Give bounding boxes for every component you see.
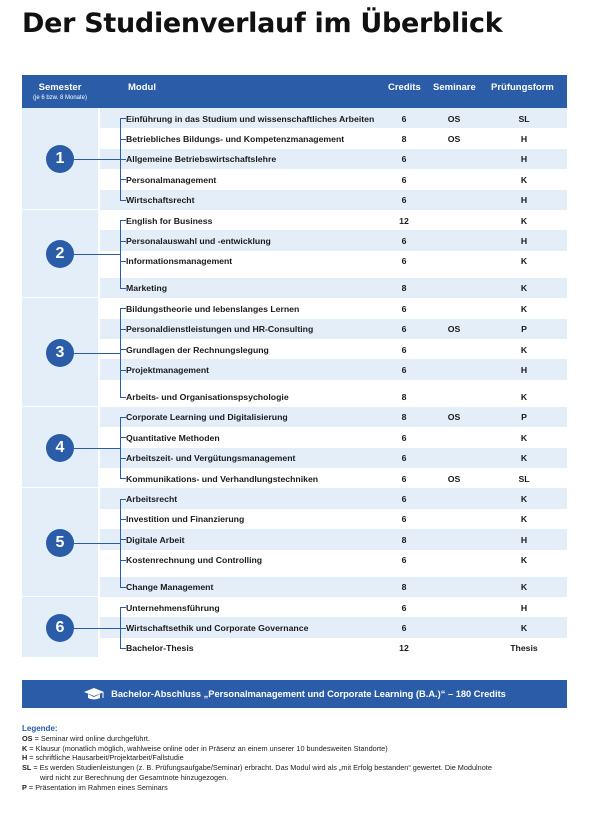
seminar-value: OS <box>447 113 461 124</box>
legend-text: = Präsentation im Rahmen eines Seminars <box>26 782 168 792</box>
credits-value: 6 <box>401 324 407 335</box>
exam-form-value: K <box>520 256 528 267</box>
credits-value: 6 <box>401 113 407 124</box>
connector-tick <box>120 648 126 649</box>
row-stripe <box>100 278 567 298</box>
module-name: Change Management <box>126 582 214 593</box>
table-header <box>22 75 567 108</box>
exam-form-value: P <box>521 412 527 423</box>
module-name: Wirtschaftsrecht <box>126 195 195 206</box>
exam-form-value: K <box>520 514 528 525</box>
degree-text: Bachelor-Abschluss „Personalmanagement und Corporate Learning (B.A.)“ – 180 Credits <box>111 689 506 699</box>
module-name: Grundlagen der Rechnungslegung <box>126 344 269 355</box>
credits-value: 6 <box>401 344 407 355</box>
exam-form-value: H <box>520 364 528 375</box>
credits-value: 6 <box>401 174 407 185</box>
exam-form-value: H <box>520 235 528 246</box>
exam-form-value: H <box>520 154 528 165</box>
connector-line <box>120 308 121 396</box>
legend-item <box>22 783 492 793</box>
credits-value: 8 <box>401 412 407 423</box>
credits-value: 6 <box>401 256 407 267</box>
exam-form-value: K <box>520 303 528 314</box>
exam-form-value: K <box>520 391 528 402</box>
credits-value: 8 <box>401 133 407 144</box>
module-name: Allgemeine Betriebswirtschaftslehre <box>126 154 277 165</box>
semester-number-badge: 4 <box>46 434 74 462</box>
module-name: Projektmanagement <box>126 364 210 375</box>
legend-item <box>22 744 492 754</box>
module-name: Personalmanagement <box>126 174 217 185</box>
module-name: Kommunikations- und Verhandlungstechniken <box>126 473 319 484</box>
legend-text: = Seminar wird online durchgeführt. <box>32 733 150 743</box>
legend-key: H <box>22 753 28 763</box>
credits-value: 6 <box>401 364 407 375</box>
credits-value: 6 <box>401 514 407 525</box>
header-modul: Modul <box>128 82 156 93</box>
exam-form-value: H <box>520 602 528 613</box>
module-name: Bachelor-Thesis <box>126 643 194 654</box>
exam-form-value: Thesis <box>510 643 538 654</box>
legend-item <box>22 753 492 763</box>
exam-form-value: K <box>520 215 528 226</box>
credits-value: 6 <box>401 473 407 484</box>
credits-value: 6 <box>401 453 407 464</box>
exam-form-value: K <box>520 555 528 566</box>
credits-value: 8 <box>401 582 407 593</box>
exam-form-value: K <box>520 432 528 443</box>
exam-form-value: K <box>520 493 528 504</box>
module-name: Personalauswahl und -entwicklung <box>126 235 271 246</box>
header-pruefungsform: Prüfungsform <box>491 82 554 93</box>
semester-number-badge: 6 <box>46 614 74 642</box>
connector-line <box>74 628 120 629</box>
semester-number-badge: 1 <box>46 145 74 173</box>
module-name: Arbeitsrecht <box>126 493 178 504</box>
graduation-cap-icon <box>83 687 105 701</box>
connector-tick <box>120 200 126 201</box>
connector-tick <box>120 288 126 289</box>
header-seminare: Seminare <box>433 82 476 93</box>
header-semester-sub: (je 6 bzw. 8 Monate) <box>32 95 88 101</box>
module-name: Kostenrechnung und Controlling <box>126 555 263 566</box>
credits-value: 12 <box>399 215 409 226</box>
module-name: Unternehmensführung <box>126 602 220 613</box>
exam-form-value: K <box>520 283 528 294</box>
legend-text-continued: wird nicht zur Berechnung der Gesamtnote hinzugezogen. <box>40 772 229 782</box>
module-name: Einführung in das Studium und wissenschaftliches Arbeiten <box>126 113 375 124</box>
module-name: Investition und Finanzierung <box>126 514 245 525</box>
legend-text: = Klausur (monatlich möglich, wahlweise online oder in Präsenz an einem unserer 10 bundesweiten Standorte) <box>27 743 388 753</box>
seminar-value: OS <box>447 133 461 144</box>
module-name: Wirtschaftsethik und Corporate Governance <box>126 622 309 633</box>
seminar-value: OS <box>447 324 461 335</box>
page-title: Der Studienverlauf im Überblick <box>22 8 503 39</box>
connector-line <box>120 499 121 587</box>
legend-text: = Es werden Studienleistungen (z. B. Prüfungsaufgabe/Seminar) erbracht. Das Modul wird als „mit Erfolg bestanden“ gewertet. Die Modulnote <box>31 763 492 773</box>
legend <box>22 724 492 793</box>
connector-line <box>74 543 120 544</box>
legend-key: K <box>22 743 28 753</box>
credits-value: 8 <box>401 391 407 402</box>
legend-title: Legende: <box>22 724 58 733</box>
study-plan-table <box>22 75 567 654</box>
exam-form-value: H <box>520 534 528 545</box>
exam-form-value: K <box>520 344 528 355</box>
seminar-value: OS <box>447 473 461 484</box>
exam-form-value: K <box>520 174 528 185</box>
module-name: Personaldienstleistungen und HR-Consulting <box>126 324 314 335</box>
module-name: Arbeits- und Organisationspsychologie <box>126 391 289 402</box>
exam-form-value: SL <box>518 113 530 124</box>
module-name: Arbeitszeit- und Vergütungsmanagement <box>126 453 296 464</box>
module-name: Digitale Arbeit <box>126 534 185 545</box>
connector-line <box>120 607 121 648</box>
connector-line <box>120 417 121 478</box>
credits-value: 6 <box>401 432 407 443</box>
credits-value: 12 <box>399 643 409 654</box>
header-semester: Semester <box>38 82 82 93</box>
semester-number-badge: 2 <box>46 240 74 268</box>
exam-form-value: H <box>520 133 528 144</box>
connector-line <box>74 448 120 449</box>
module-name: Bildungstheorie und lebenslanges Lernen <box>126 303 300 314</box>
header-credits: Credits <box>388 82 421 93</box>
connector-line <box>74 254 120 255</box>
credits-value: 6 <box>401 195 407 206</box>
seminar-value: OS <box>447 412 461 423</box>
credits-value: 6 <box>401 493 407 504</box>
legend-item <box>22 763 492 773</box>
connector-tick <box>120 397 126 398</box>
exam-form-value: K <box>520 622 528 633</box>
credits-value: 6 <box>401 154 407 165</box>
connector-line <box>74 353 120 354</box>
exam-form-value: K <box>520 453 528 464</box>
credits-value: 6 <box>401 303 407 314</box>
exam-form-value: K <box>520 582 528 593</box>
credits-value: 8 <box>401 283 407 294</box>
module-name: Corporate Learning und Digitalisierung <box>126 412 288 423</box>
module-name: Informationsmanagement <box>126 256 233 267</box>
legend-text: = schriftliche Hausarbeit/Projektarbeit/Fallstudie <box>27 753 184 763</box>
module-name: Marketing <box>126 283 168 294</box>
credits-value: 6 <box>401 555 407 566</box>
credits-value: 6 <box>401 235 407 246</box>
module-name: Betriebliches Bildungs- und Kompetenzmanagement <box>126 133 345 144</box>
semester-number-badge: 5 <box>46 529 74 557</box>
legend-key: SL <box>22 763 32 773</box>
degree-banner <box>22 680 567 708</box>
credits-value: 6 <box>401 602 407 613</box>
module-name: Quantitative Methoden <box>126 432 220 443</box>
module-name: English for Business <box>126 215 213 226</box>
legend-key: OS <box>22 733 33 743</box>
exam-form-value: H <box>520 195 528 206</box>
connector-line <box>120 220 121 288</box>
exam-form-value: P <box>521 324 527 335</box>
semester-number-badge: 3 <box>46 339 74 367</box>
connector-line <box>74 159 120 160</box>
connector-line <box>120 118 121 200</box>
connector-tick <box>120 587 126 588</box>
credits-value: 8 <box>401 534 407 545</box>
credits-value: 6 <box>401 622 407 633</box>
exam-form-value: SL <box>518 473 530 484</box>
legend-key: P <box>22 782 27 792</box>
legend-item <box>22 734 492 744</box>
connector-tick <box>120 478 126 479</box>
